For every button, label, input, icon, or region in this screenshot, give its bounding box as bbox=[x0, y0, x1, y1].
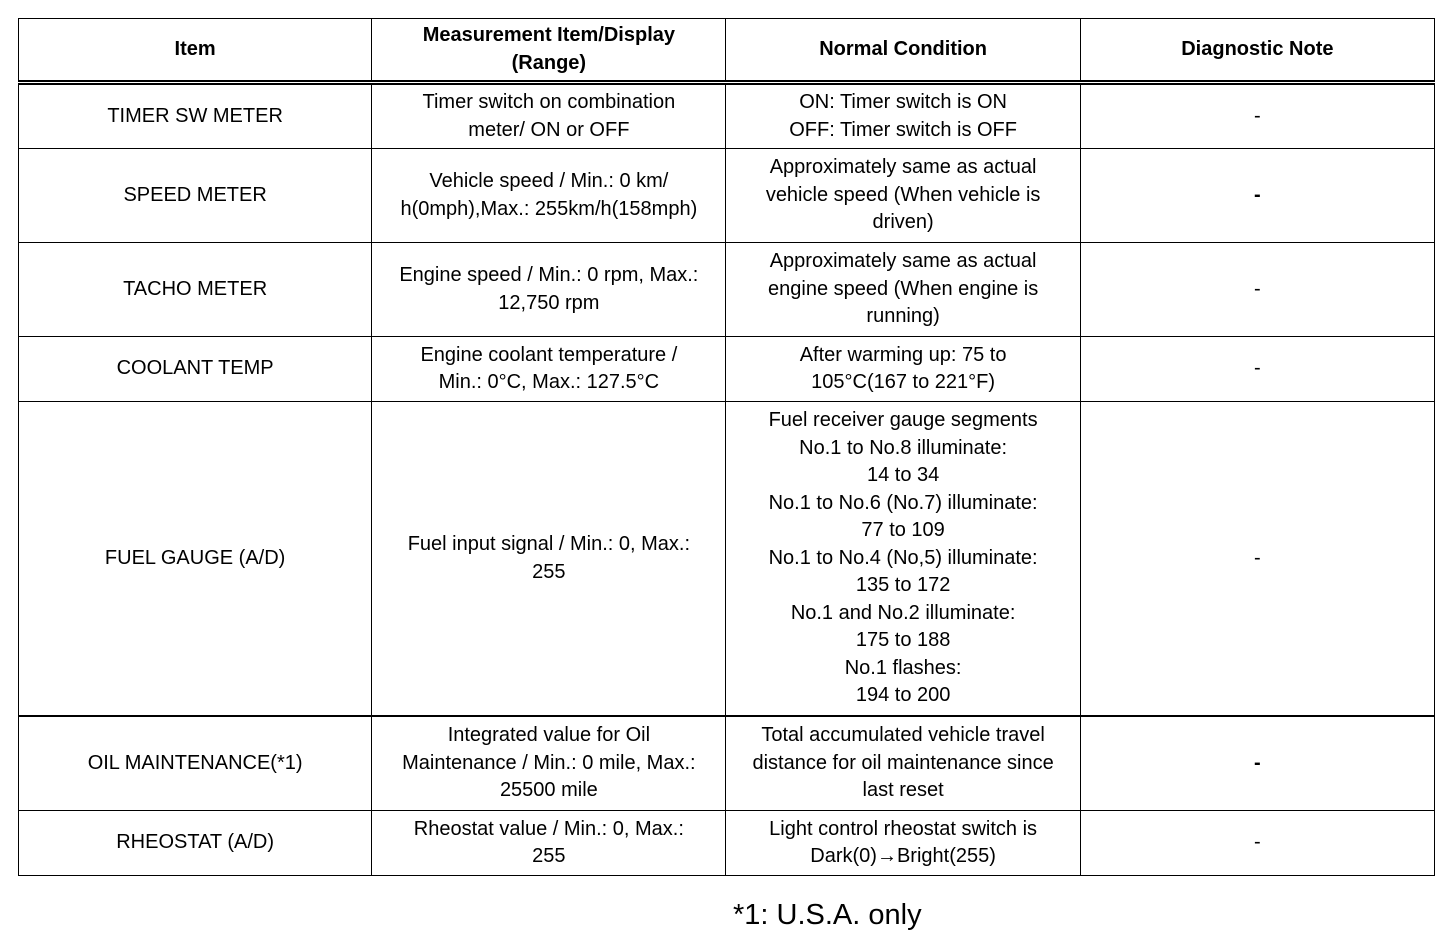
table-row-speed-meter bbox=[19, 149, 1435, 243]
cell-item: COOLANT TEMP bbox=[19, 337, 372, 402]
cell-measurement: Timer switch on combination meter/ ON or OFF bbox=[372, 83, 726, 149]
cell-normal-condition: Approximately same as actual engine speed (When engine is running) bbox=[726, 243, 1080, 337]
diagnostic-data-table bbox=[18, 18, 1435, 876]
cell-normal-condition: Total accumulated vehicle travel distance for oil maintenance since last reset bbox=[726, 716, 1080, 811]
cell-normal-condition: Fuel receiver gauge segments No.1 to No.8 illuminate: 14 to 34 No.1 to No.6 (No.7) illuminate: 77 to 109 No.1 to No.4 (No,5) illuminate: 135 to 172 No.1 and No.2 illuminate: 175 to 188 No.1 flashes: 194 to 200 bbox=[726, 402, 1080, 717]
table-row-timer-sw-meter bbox=[19, 83, 1435, 149]
cell-normal-condition: Approximately same as actual vehicle speed (When vehicle is driven) bbox=[726, 149, 1080, 243]
cell-diagnostic-note: - bbox=[1080, 337, 1434, 402]
cell-item: SPEED METER bbox=[19, 149, 372, 243]
cell-measurement: Rheostat value / Min.: 0, Max.: 255 bbox=[372, 811, 726, 876]
cell-diagnostic-note: - bbox=[1080, 149, 1434, 243]
table-row-rheostat bbox=[19, 811, 1435, 876]
cell-measurement: Fuel input signal / Min.: 0, Max.: 255 bbox=[372, 402, 726, 717]
cell-diagnostic-note: - bbox=[1080, 243, 1434, 337]
cell-item: FUEL GAUGE (A/D) bbox=[19, 402, 372, 717]
header-item: Item bbox=[19, 19, 372, 83]
table-body bbox=[19, 83, 1435, 876]
cell-item: OIL MAINTENANCE(*1) bbox=[19, 716, 372, 811]
cell-item: TIMER SW METER bbox=[19, 83, 372, 149]
header-diagnostic-note: Diagnostic Note bbox=[1080, 19, 1434, 83]
cell-diagnostic-note: - bbox=[1080, 402, 1434, 717]
cell-normal-condition: ON: Timer switch is ON OFF: Timer switch is OFF bbox=[726, 83, 1080, 149]
cell-measurement: Engine speed / Min.: 0 rpm, Max.: 12,750 rpm bbox=[372, 243, 726, 337]
cell-diagnostic-note: - bbox=[1080, 811, 1434, 876]
cell-normal-condition: Light control rheostat switch is Dark(0)→Bright(255) bbox=[726, 811, 1080, 876]
cell-item: TACHO METER bbox=[19, 243, 372, 337]
cell-normal-condition: After warming up: 75 to 105°C(167 to 221°F) bbox=[726, 337, 1080, 402]
cell-measurement: Engine coolant temperature / Min.: 0°C, Max.: 127.5°C bbox=[372, 337, 726, 402]
table-header bbox=[19, 19, 1435, 83]
cell-diagnostic-note: - bbox=[1080, 83, 1434, 149]
table-row-fuel-gauge bbox=[19, 402, 1435, 717]
table-row-tacho-meter bbox=[19, 243, 1435, 337]
header-measurement: Measurement Item/Display (Range) bbox=[372, 19, 726, 83]
cell-measurement: Integrated value for Oil Maintenance / Min.: 0 mile, Max.: 25500 mile bbox=[372, 716, 726, 811]
footnote: *1: U.S.A. only bbox=[733, 899, 922, 931]
table-row-coolant-temp bbox=[19, 337, 1435, 402]
cell-measurement: Vehicle speed / Min.: 0 km/ h(0mph),Max.: 255km/h(158mph) bbox=[372, 149, 726, 243]
table-row-oil-maintenance bbox=[19, 716, 1435, 811]
cell-item: RHEOSTAT (A/D) bbox=[19, 811, 372, 876]
cell-diagnostic-note: - bbox=[1080, 716, 1434, 811]
header-row bbox=[19, 19, 1435, 83]
header-normal-condition: Normal Condition bbox=[726, 19, 1080, 83]
